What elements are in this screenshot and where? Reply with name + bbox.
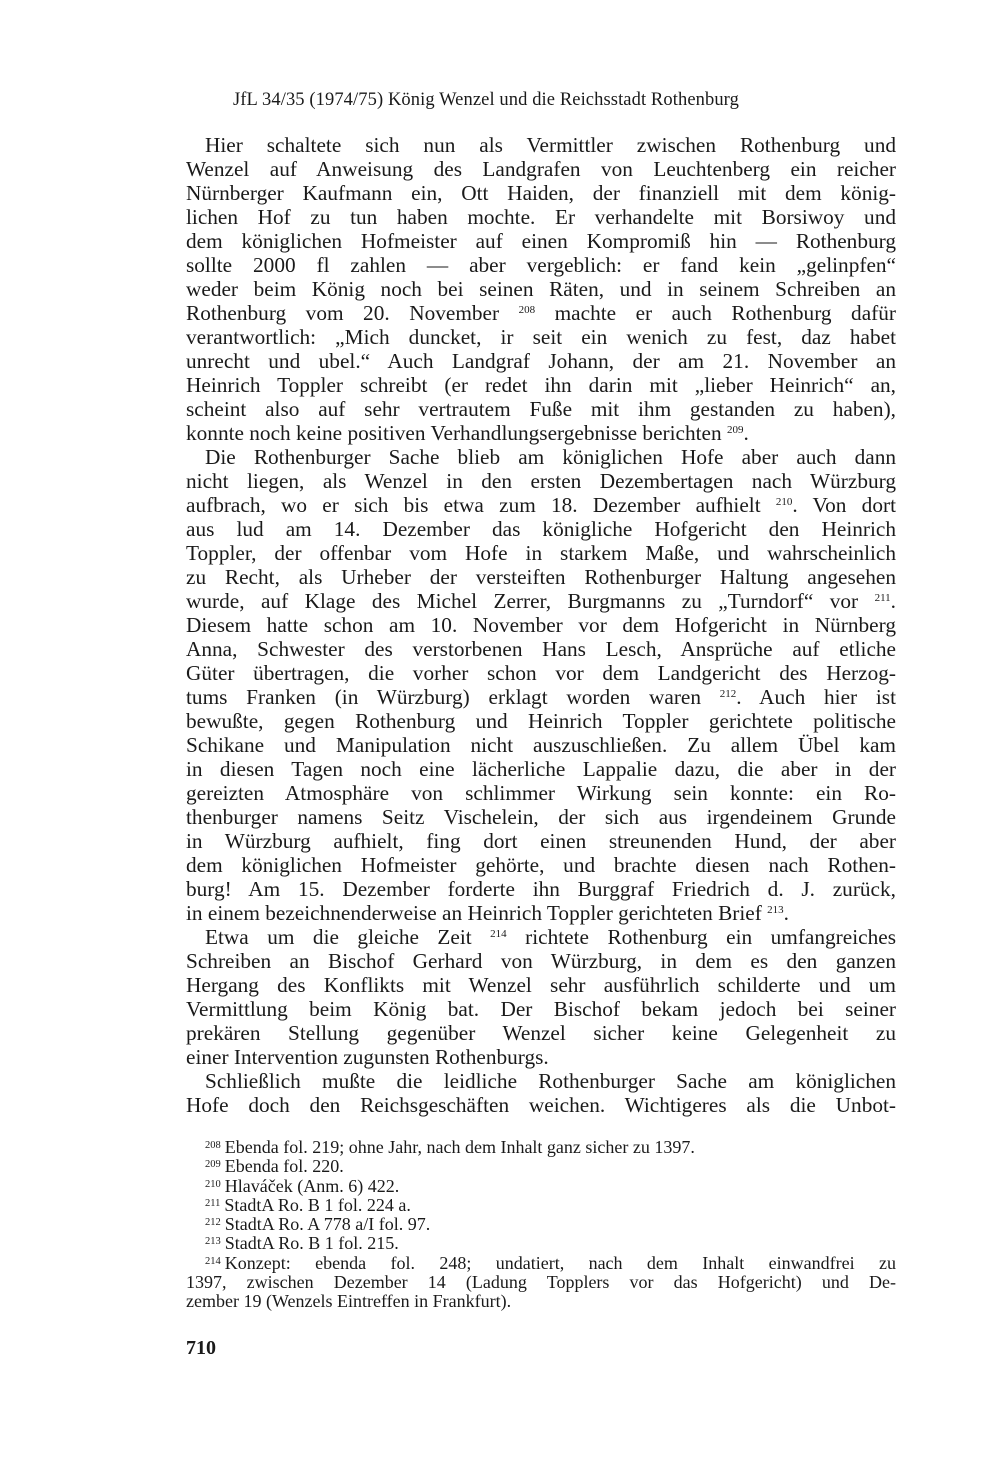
text-line: in Würzburg aufhielt, fing dort einen streunenden Hund, der aber xyxy=(186,829,896,853)
footnote-212 xyxy=(186,1215,896,1234)
text-line: prekären Stellung gegenüber Wenzel sicher keine Gelegenheit zu xyxy=(186,1021,896,1045)
text-line: Rothenburg vom 20. November $^{208}$ machte er auch Rothenburg dafür xyxy=(186,301,896,325)
text-line: Vermittlung beim König bat. Der Bischof bekam jedoch bei seiner xyxy=(186,997,896,1021)
text-line: nicht liegen, als Wenzel in den ersten Dezembertagen nach Würzburg xyxy=(186,469,896,493)
footnote-number: 210 xyxy=(205,1178,221,1190)
text-line: thenburger namens Seitz Vischelein, der sich aus irgendeinem Grunde xyxy=(186,805,896,829)
footnote-line: $^{214}$ Konzept: ebenda fol. 248; undatiert, nach dem Inhalt einwandfrei zu xyxy=(205,1252,896,1273)
text-line: Schikane und Manipulation nicht auszuschließen. Zu allem Übel kam xyxy=(186,733,896,757)
paragraph xyxy=(186,133,896,445)
footnote-214 xyxy=(186,1254,896,1312)
text-line: Schreiben an Bischof Gerhard von Würzburg, in dem es den ganzen xyxy=(186,949,896,973)
footnote-ref-211[interactable]: 211 xyxy=(874,592,891,604)
text-line: lichen Hof zu tun haben mochte. Er verhandelte mit Borsiwoy und xyxy=(186,205,896,229)
main-text xyxy=(186,133,896,1117)
text-line: in diesen Tagen noch eine lächerliche Lappalie dazu, die aber in der xyxy=(186,757,896,781)
footnote-209 xyxy=(186,1157,896,1176)
text-line: burg! Am 15. Dezember forderte ihn Burggraf Friedrich d. J. zurück, xyxy=(186,877,896,901)
text-line: dem königlichen Hofmeister gehörte, und brachte diesen nach Rothen- xyxy=(186,853,896,877)
footnote-line: $^{213}$ StadtA Ro. B 1 fol. 215. xyxy=(205,1233,399,1254)
text-line: Schließlich mußte die leidliche Rothenburger Sache am königlichen xyxy=(205,1069,896,1093)
page-number: 710 xyxy=(186,1337,216,1359)
text-line: unrecht und ubel.“ Auch Landgraf Johann, der am 21. November an xyxy=(186,349,896,373)
paragraph xyxy=(186,445,896,925)
footnote-number: 214 xyxy=(205,1255,221,1267)
footnote-ref-209[interactable]: 209 xyxy=(726,424,744,436)
text-line: dem königlichen Hofmeister auf einen Kompromiß hin — Rothenburg xyxy=(186,229,896,253)
text-line: wurde, auf Klage des Michel Zerrer, Burgmanns zu „Turndorf“ vor $^{211}$. xyxy=(186,589,896,613)
footnote-ref-208[interactable]: 208 xyxy=(518,304,536,316)
text-line: Hergang des Konflikts mit Wenzel sehr ausführlich schilderte und um xyxy=(186,973,896,997)
text-line: Toppler, der offenbar vom Hofe in starkem Maße, und wahrscheinlich xyxy=(186,541,896,565)
footnote-number: 208 xyxy=(205,1140,221,1151)
footnote-ref-214[interactable]: 214 xyxy=(490,928,507,940)
running-header: JfL 34/35 (1974/75) König Wenzel und die Reichsstadt Rothenburg xyxy=(233,90,739,110)
footnote-ref-210[interactable]: 210 xyxy=(775,496,793,508)
footnote-line: 1397, zwischen Dezember 14 (Ladung Topplers vor das Hofgericht) und De- xyxy=(186,1272,896,1293)
footnote-line: $^{211}$ StadtA Ro. B 1 fol. 224 a. xyxy=(205,1194,411,1215)
text-line: einer Intervention zugunsten Rothenburgs. xyxy=(186,1045,549,1069)
footnote-line: zember 19 (Wenzels Eintreffen in Frankfurt). xyxy=(186,1291,512,1312)
footnote-number: 213 xyxy=(205,1236,221,1248)
text-line: Hofe doch den Reichsgeschäften weichen. Wichtigeres als die Unbot- xyxy=(186,1093,896,1117)
text-line: Die Rothenburger Sache blieb am königlichen Hofe aber auch dann xyxy=(205,445,896,469)
text-line: Wenzel auf Anweisung des Landgrafen von Leuchtenberg ein reicher xyxy=(186,157,896,181)
footnote-211 xyxy=(186,1196,896,1215)
text-line: Heinrich Toppler schreibt (er redet ihn darin mit „lieber Heinrich“ an, xyxy=(186,373,896,397)
text-line: tums Franken (in Würzburg) erklagt worden waren $^{212}$. Auch hier ist xyxy=(186,685,897,709)
text-line: aus lud am 14. Dezember das königliche Hofgericht den Heinrich xyxy=(186,517,896,541)
paragraph xyxy=(186,1069,896,1117)
text-line: aufbrach, wo er sich bis etwa zum 18. Dezember aufhielt $^{210}$. Von dort xyxy=(186,493,896,517)
footnote-number: 209 xyxy=(205,1159,221,1171)
text-line: scheint also auf sehr vertrautem Fuße mit ihm gestanden zu haben), xyxy=(186,397,896,421)
text-line: Güter übertragen, die vorher schon vor dem Landgericht des Herzog- xyxy=(186,661,896,685)
footnote-line: $^{209}$ Ebenda fol. 220. xyxy=(205,1156,344,1177)
footnote-line: $^{212}$ StadtA Ro. A 778 a/I fol. 97. xyxy=(205,1214,431,1235)
text-line: gereizten Atmosphäre von schlimmer Wirkung sein konnte: ein Ro- xyxy=(186,781,896,805)
text-line: verantwortlich: „Mich duncket, ir seit ein wenich zu fest, daz habet xyxy=(186,325,896,349)
text-line: bewußte, gegen Rothenburg und Heinrich Toppler gerichtete politische xyxy=(186,709,896,733)
text-line: Hier schaltete sich nun als Vermittler zwischen Rothenburg und xyxy=(205,133,896,157)
footnote-line: $^{208}$ Ebenda fol. 219; ohne Jahr, nach dem Inhalt ganz sicher zu 1397. xyxy=(205,1137,695,1157)
text-line: konnte noch keine positiven Verhandlungsergebnisse berichten $^{209}$. xyxy=(186,421,749,445)
footnote-ref-213[interactable]: 213 xyxy=(767,904,784,916)
text-line: Anna, Schwester des verstorbenen Hans Lesch, Ansprüche auf etliche xyxy=(186,637,896,661)
footnote-ref-212[interactable]: 212 xyxy=(719,688,737,700)
footnote-line: $^{210}$ Hlaváček (Anm. 6) 422. xyxy=(205,1175,400,1196)
text-line: Etwa um die gleiche Zeit $^{214}$ richtete Rothenburg ein umfangreiches xyxy=(205,925,896,949)
footnotes xyxy=(186,1138,896,1312)
text-line: Diesem hatte schon am 10. November vor dem Hofgericht in Nürnberg xyxy=(186,613,896,637)
text-line: zu Recht, als Urheber der versteiften Rothenburger Haltung angesehen xyxy=(186,565,896,589)
footnote-number: 211 xyxy=(205,1197,221,1209)
text-line: in einem bezeichnenderweise an Heinrich Toppler gerichteten Brief $^{213}$. xyxy=(186,901,789,925)
footnote-208 xyxy=(186,1138,896,1157)
footnote-210 xyxy=(186,1177,896,1196)
text-line: weder beim König noch bei seinen Räten, und in seinem Schreiben an xyxy=(186,277,896,301)
text-line: sollte 2000 fl zahlen — aber vergeblich: er fand kein „gelinpfen“ xyxy=(186,253,896,277)
paragraph xyxy=(186,925,896,1069)
text-line: Nürnberger Kaufmann ein, Ott Haiden, der finanziell mit dem könig- xyxy=(186,181,896,205)
footnote-number: 212 xyxy=(205,1217,221,1229)
footnote-213 xyxy=(186,1234,896,1253)
